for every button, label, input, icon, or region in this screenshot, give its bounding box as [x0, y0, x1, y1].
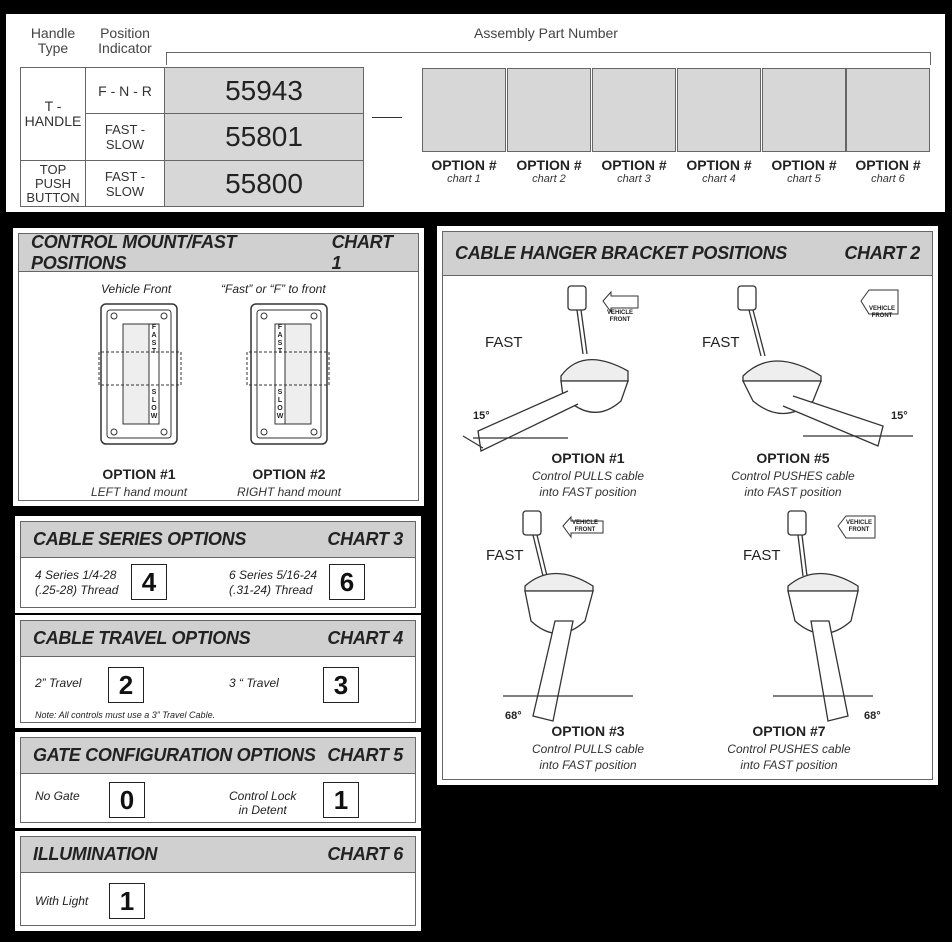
- option-label-1: OPTION # chart 1: [431, 157, 497, 185]
- position-indicator-header: Position Indicator: [98, 25, 152, 56]
- chart5-title-bar: [21, 738, 415, 774]
- fast-label-1: FAST: [485, 334, 523, 351]
- option-label-6: OPTION # chart 6: [855, 157, 921, 185]
- option-box-3: [592, 68, 676, 152]
- chart1-title-bar: [19, 231, 418, 273]
- assembly-part-number-header: Assembly Part Number: [474, 25, 618, 41]
- part-55800: 55800: [164, 160, 364, 207]
- vehicle-front-label-3: VEHICLE FRONT: [571, 520, 598, 533]
- chart5-number: CHART 5: [327, 745, 403, 765]
- travel-note: Note: All controls must use a 3” Travel Cable.: [35, 710, 216, 720]
- with-light-value: 1: [109, 883, 145, 919]
- travel3-value: 3: [323, 667, 359, 703]
- left-fast-text: FAST: [151, 324, 157, 355]
- chart2-option3-desc: Control PULLS cable into FAST position: [531, 742, 645, 772]
- series4-label: 4 Series 1/4-28 (.25-28) Thread: [35, 568, 119, 597]
- option-label-2: OPTION # chart 2: [516, 157, 582, 185]
- chart2-title-bar: [443, 232, 932, 276]
- no-gate-label: No Gate: [35, 789, 80, 803]
- chart2-option5-desc: Control PUSHES cable into FAST position: [731, 469, 855, 499]
- option-label-4: OPTION # chart 4: [686, 157, 752, 185]
- travel2-label: 2” Travel: [35, 676, 82, 690]
- part-number-table: [6, 14, 945, 212]
- chart4-number: CHART 4: [327, 628, 403, 648]
- chart1-title: CONTROL MOUNT/FAST POSITIONS: [31, 231, 237, 273]
- chart2-option7-desc: Control PUSHES cable into FAST position: [727, 742, 851, 772]
- with-light-label: With Light: [35, 894, 89, 908]
- indicator-fast-slow: FAST - SLOW: [85, 113, 165, 161]
- chart1-number: CHART 1: [331, 231, 393, 273]
- right-fast-text: FAST: [277, 324, 283, 355]
- vehicle-front-label-2: VEHICLE FRONT: [868, 306, 895, 319]
- series6-label: 6 Series 5/16-24 (.31-24) Thread: [229, 568, 318, 597]
- angle-opt7: 68°: [864, 710, 881, 722]
- chart2-option1-desc: Control PULLS cable into FAST position: [531, 469, 645, 499]
- handle-type-header: Handle Type: [30, 25, 76, 56]
- chart2-option7: OPTION #7: [752, 723, 826, 739]
- chart2-number: CHART 2: [844, 243, 920, 263]
- chart2-panel: [437, 226, 938, 785]
- dash-separator: [372, 117, 402, 118]
- left-slow-text: SLOW: [150, 389, 158, 420]
- assembly-bracket: [166, 52, 931, 65]
- no-gate-value: 0: [109, 782, 145, 818]
- fast-label-3: FAST: [486, 547, 524, 564]
- chart3-panel: [15, 516, 421, 613]
- option-label-5: OPTION # chart 5: [771, 157, 837, 185]
- option-box-2: [507, 68, 591, 152]
- chart4-title-bar: [21, 621, 415, 657]
- angle-opt5: 15°: [891, 410, 908, 422]
- option-label-3: OPTION # chart 3: [601, 157, 667, 185]
- travel2-value: 2: [108, 667, 144, 703]
- vehicle-front-caption: Vehicle Front: [101, 282, 172, 296]
- vehicle-front-label-1: VEHICLE FRONT: [606, 310, 633, 323]
- chart6-title: ILLUMINATION: [33, 844, 158, 864]
- angle-opt3: 68°: [505, 710, 522, 722]
- chart5-title: GATE CONFIGURATION OPTIONS: [33, 745, 316, 765]
- chart5-panel: [15, 732, 421, 828]
- series4-value: 4: [131, 564, 167, 600]
- control-lock-value: 1: [323, 782, 359, 818]
- part-55943: 55943: [164, 67, 364, 114]
- chart3-number: CHART 3: [327, 529, 403, 549]
- indicator-fast-slow-2: FAST - SLOW: [85, 160, 165, 207]
- series6-value: 6: [329, 564, 365, 600]
- indicator-fnr: F - N - R: [85, 67, 165, 114]
- chart2-option1: OPTION #1: [551, 450, 625, 466]
- option-box-5: [762, 68, 846, 152]
- chart1-option2: OPTION #2: [252, 466, 326, 482]
- fast-label-7: FAST: [743, 547, 781, 564]
- vehicle-front-label-4: VEHICLE FRONT: [845, 520, 872, 533]
- chart6-panel: [15, 831, 421, 931]
- chart2-option3: OPTION #3: [551, 723, 625, 739]
- handle-t-handle: T - HANDLE: [20, 67, 86, 161]
- chart4-panel: [15, 615, 421, 728]
- chart3-title: CABLE SERIES OPTIONS: [33, 529, 247, 549]
- right-slow-text: SLOW: [276, 389, 284, 420]
- chart1-option2-desc: RIGHT hand mount: [236, 485, 342, 499]
- chart2-option5: OPTION #5: [756, 450, 830, 466]
- option-box-1: [422, 68, 506, 152]
- option-box-6: [846, 68, 930, 152]
- chart2-title: CABLE HANGER BRACKET POSITIONS: [455, 243, 788, 263]
- chart1-option1: OPTION #1: [102, 466, 176, 482]
- mount-diagrams-icon: [89, 300, 339, 450]
- fast-label-5: FAST: [702, 334, 740, 351]
- option-box-4: [677, 68, 761, 152]
- angle-opt1: 15°: [473, 410, 490, 422]
- chart6-number: CHART 6: [327, 844, 403, 864]
- chart1-option1-desc: LEFT hand mount: [90, 485, 188, 499]
- control-lock-label: Control Lock in Detent: [229, 789, 297, 817]
- fast-to-front-caption: “Fast” or “F” to front: [221, 282, 326, 296]
- chart6-title-bar: [21, 837, 415, 873]
- chart1-panel: [13, 228, 424, 506]
- chart3-title-bar: [21, 522, 415, 558]
- handle-top-push-button: TOP PUSH BUTTON: [20, 160, 86, 207]
- chart4-title: CABLE TRAVEL OPTIONS: [33, 628, 251, 648]
- travel3-label: 3 “ Travel: [229, 676, 279, 690]
- part-55801: 55801: [164, 113, 364, 161]
